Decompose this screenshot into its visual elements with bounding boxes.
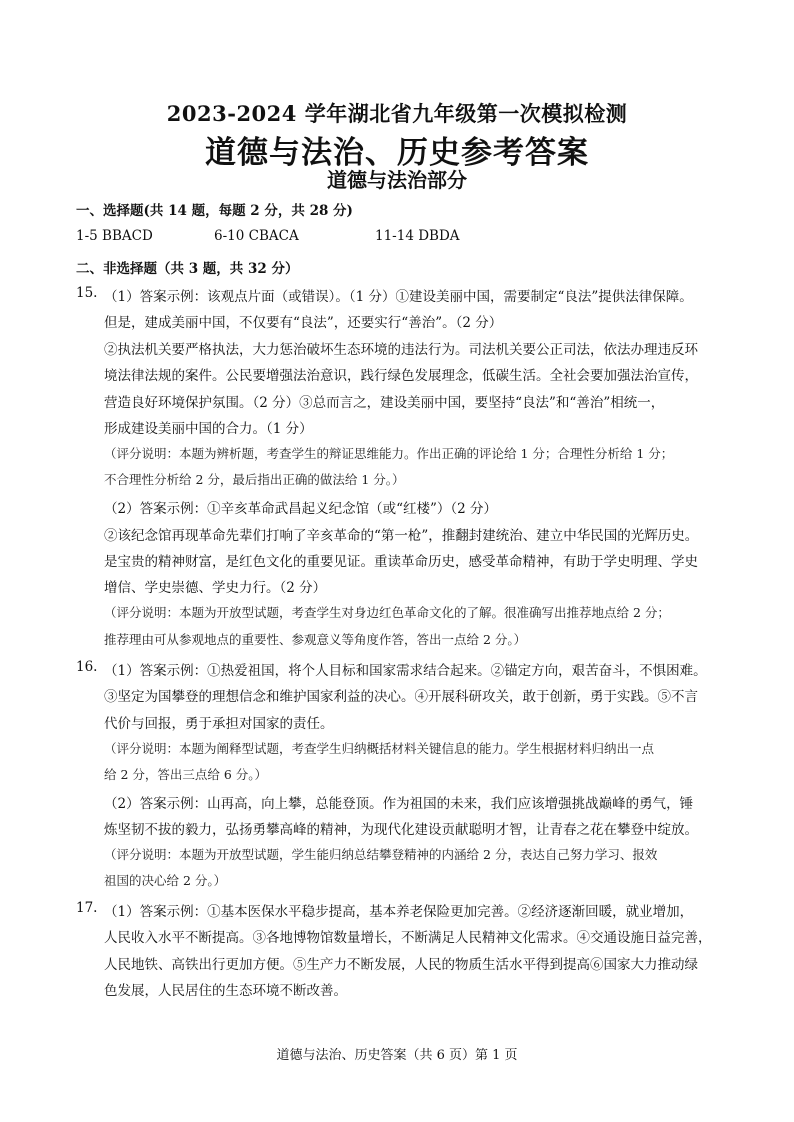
q17-answer-line: 人民收入水平不断提高。③各地博物馆数量增长，不断满足人民精神文化需求。④交通设施日益完善， [104, 930, 712, 946]
exam-title: 2023-2024 学年湖北省九年级第一次模拟检测 [166, 101, 628, 126]
q16-answer-line: ③坚定为国攀登的理想信念和维护国家利益的决心。④开展科研攻关，敢于创新，勇于实践。⑤不言 [104, 689, 698, 705]
q16-scoring-note: 给 2 分，答出三点给 6 分。） [104, 767, 268, 782]
q15-answer-line: 增信、学史崇德、学史力行。（2 分） [104, 580, 327, 596]
q16-answer-line: （1）答案示例：①热爱祖国，将个人目标和国家需求结合起来。②锚定方向，艰苦奋斗，不惧困难。 [104, 663, 707, 679]
section1-heading: 一、选择题(共 14 题，每题 2 分，共 28 分) [76, 203, 353, 219]
q17-answer-line: 色发展，人民居住的生态环境不断改善。 [104, 983, 347, 999]
q16-scoring-note: （评分说明：本题为开放型试题，学生能归纳总结攀登精神的内涵给 2 分，表达自己努力学习、报效 [104, 847, 658, 862]
q15-answer-line: 营造良好环境保护氛围。（2 分）③总而言之，建设美丽中国，要坚持“良法”和“善治”相统一， [104, 395, 665, 411]
page-footer: 道德与法治、历史答案（共 6 页）第 1 页 [276, 1048, 518, 1063]
q15-scoring-note: （评分说明：本题为辨析题，考查学生的辩证思维能力。作出正确的评论给 1 分；合理性分析给 1 分； [104, 446, 674, 461]
q17-answer-line: 人民地铁、高铁出行更加方便。⑤生产力不断发展，人民的物质生活水平得到提高⑥国家大力推动绿 [104, 957, 698, 973]
q15-answer-line: ②执法机关要严格执法，大力惩治破坏生态环境的违法行为。司法机关要公正司法，依法办理违反环 [104, 342, 698, 358]
question-number: 16. [76, 659, 98, 675]
q16-answer-line: （2）答案示例：山再高，向上攀，总能登顶。作为祖国的未来，我们应该增强挑战巅峰的勇气，锤 [104, 796, 694, 812]
q17-answer-line: （1）答案示例：①基本医保水平稳步提高，基本养老保险更加完善。②经济逐渐回暖，就业增加， [104, 904, 694, 920]
q15-answer-line: ②该纪念馆再现革命先辈们打响了辛亥革命的“第一枪”，推翻封建统治、建立中华民国的光辉历史。 [104, 528, 699, 544]
question-number: 15. [76, 285, 98, 301]
q16-answer-line: 炼坚韧不拔的毅力，弘扬勇攀高峰的精神，为现代化建设贡献聪明才智，让青春之花在攀登中绽放。 [104, 822, 698, 838]
answer-group-2: 6-10 CBACA [214, 228, 299, 244]
q15-answer-line: 境法律法规的案件。公民要增强法治意识，践行绿色发展理念，低碳生活。全社会要加强法治宣传， [104, 368, 698, 384]
q15-answer-line: 但是，建成美丽中国，不仅要有“良法”，还要实行“善治”。（2 分） [104, 315, 503, 331]
section-subtitle: 道德与法治部分 [327, 168, 467, 192]
q16-scoring-note: （评分说明：本题为阐释型试题，考查学生归纳概括材料关键信息的能力。学生根据材料归纳出一点 [104, 741, 655, 756]
q15-answer-line: （2）答案示例：①辛亥革命武昌起义纪念馆（或“红楼”）（2 分） [104, 501, 498, 517]
q15-scoring-note: 不合理性分析给 2 分，最后指出正确的做法给 1 分。） [104, 472, 405, 487]
q15-answer-line: 是宝贵的精神财富，是红色文化的重要见证。重读革命历史，感受革命精神，有助于学史明理、学史 [104, 554, 698, 570]
answer-group-1: 1-5 BBACD [76, 228, 153, 244]
document-title: 道德与法治、历史参考答案 [205, 135, 589, 171]
q15-scoring-note: 推荐理由可从参观地点的重要性、参观意义等角度作答，答出一点给 2 分。） [104, 632, 527, 647]
q16-scoring-note: 祖国的决心给 2 分。） [104, 873, 227, 888]
answer-group-3: 11-14 DBDA [375, 228, 460, 244]
section2-heading: 二、非选择题（共 3 题，共 32 分） [76, 261, 299, 277]
question-number: 17. [76, 900, 98, 916]
q16-answer-line: 代价与回报，勇于承担对国家的责任。 [104, 716, 334, 732]
q15-scoring-note: （评分说明：本题为开放型试题，考查学生对身边红色革命文化的了解。很准确写出推荐地点给 2 分； [104, 605, 670, 620]
q15-answer-line: （1）答案示例：该观点片面（或错误）。（1 分）①建设美丽中国，需要制定“良法”提供法律保障。 [104, 289, 693, 305]
q15-answer-line: 形成建设美丽中国的合力。（1 分） [104, 421, 313, 437]
